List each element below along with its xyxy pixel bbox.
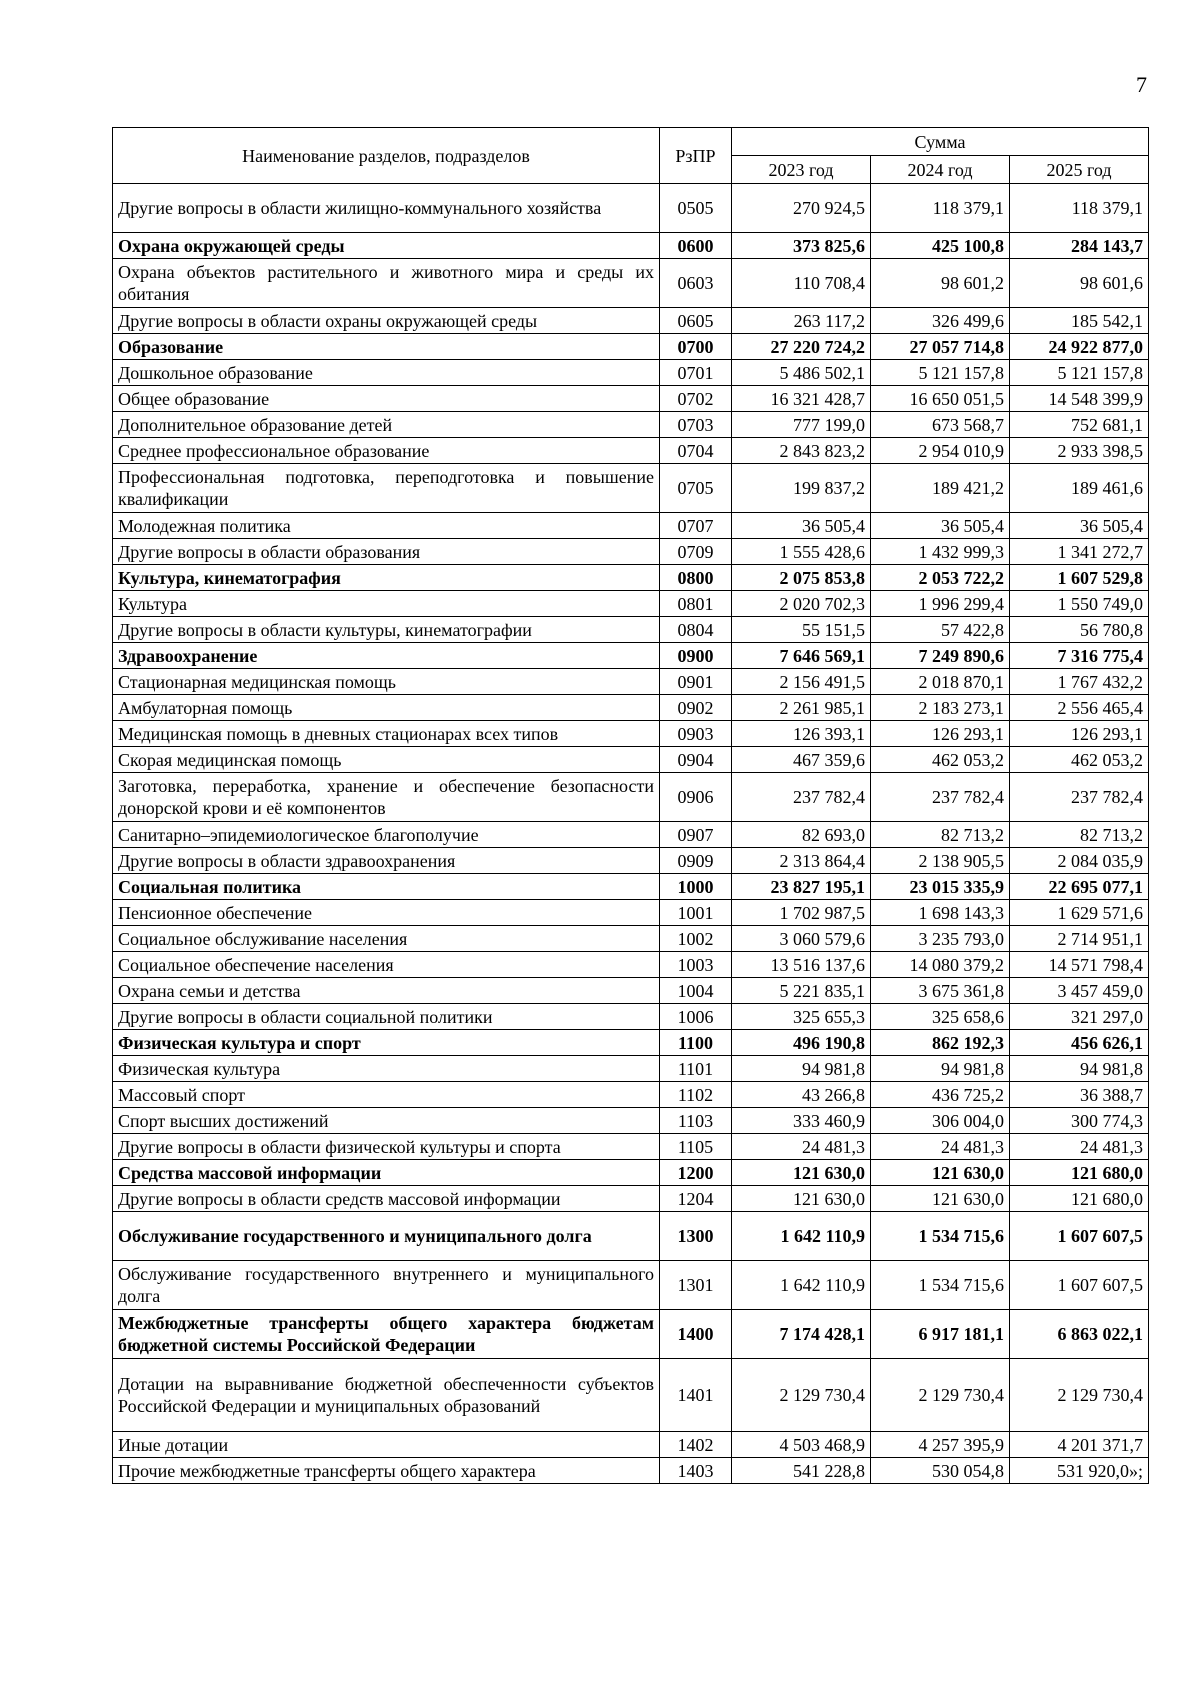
table-row [113, 565, 1149, 591]
row-value-2023: 82 693,0 [732, 822, 871, 848]
row-value-2024: 14 080 379,2 [871, 952, 1010, 978]
row-value-2023: 2 075 853,8 [732, 565, 871, 591]
row-value-2024: 1 534 715,6 [871, 1212, 1010, 1261]
row-value-2023: 270 924,5 [732, 184, 871, 233]
row-name: Другие вопросы в области здравоохранения [113, 848, 660, 874]
row-code: 1401 [660, 1359, 732, 1432]
table-row [113, 900, 1149, 926]
row-value-2024: 126 293,1 [871, 721, 1010, 747]
row-name: Молодежная политика [113, 513, 660, 539]
table-row [113, 591, 1149, 617]
row-value-2025: 2 129 730,4 [1010, 1359, 1149, 1432]
row-code: 0906 [660, 773, 732, 822]
row-value-2024: 436 725,2 [871, 1082, 1010, 1108]
row-value-2025: 1 550 749,0 [1010, 591, 1149, 617]
table-row [113, 1108, 1149, 1134]
row-value-2025: 2 556 465,4 [1010, 695, 1149, 721]
row-name: Пенсионное обеспечение [113, 900, 660, 926]
row-code: 0705 [660, 464, 732, 513]
row-value-2024: 16 650 051,5 [871, 386, 1010, 412]
table-row [113, 1359, 1149, 1432]
row-value-2024: 2 183 273,1 [871, 695, 1010, 721]
row-value-2023: 4 503 468,9 [732, 1432, 871, 1458]
row-value-2024: 121 630,0 [871, 1186, 1010, 1212]
row-code: 0704 [660, 438, 732, 464]
row-value-2024: 1 534 715,6 [871, 1261, 1010, 1310]
table-row [113, 464, 1149, 513]
table-row [113, 412, 1149, 438]
row-name: Физическая культура и спорт [113, 1030, 660, 1056]
row-value-2024: 7 249 890,6 [871, 643, 1010, 669]
table-row [113, 1056, 1149, 1082]
row-value-2024: 2 138 905,5 [871, 848, 1010, 874]
table-row [113, 695, 1149, 721]
row-value-2024: 2 954 010,9 [871, 438, 1010, 464]
row-value-2024: 5 121 157,8 [871, 360, 1010, 386]
row-value-2024: 325 658,6 [871, 1004, 1010, 1030]
row-value-2025: 237 782,4 [1010, 773, 1149, 822]
row-value-2025: 185 542,1 [1010, 308, 1149, 334]
row-value-2024: 121 630,0 [871, 1160, 1010, 1186]
row-name: Социальная политика [113, 874, 660, 900]
row-name: Образование [113, 334, 660, 360]
row-value-2024: 1 698 143,3 [871, 900, 1010, 926]
budget-table [112, 127, 1149, 1484]
row-value-2023: 467 359,6 [732, 747, 871, 773]
row-code: 0909 [660, 848, 732, 874]
row-value-2025: 462 053,2 [1010, 747, 1149, 773]
row-value-2025: 121 680,0 [1010, 1160, 1149, 1186]
row-value-2025: 1 629 571,6 [1010, 900, 1149, 926]
row-code: 1101 [660, 1056, 732, 1082]
table-row [113, 308, 1149, 334]
row-value-2023: 1 702 987,5 [732, 900, 871, 926]
row-value-2025: 7 316 775,4 [1010, 643, 1149, 669]
row-code: 1000 [660, 874, 732, 900]
row-name: Обслуживание государственного внутреннего и муниципального долга [113, 1261, 660, 1310]
row-code: 0804 [660, 617, 732, 643]
row-value-2025: 300 774,3 [1010, 1108, 1149, 1134]
table-row [113, 1186, 1149, 1212]
row-name: Скорая медицинская помощь [113, 747, 660, 773]
row-value-2025: 1 607 529,8 [1010, 565, 1149, 591]
row-value-2023: 24 481,3 [732, 1134, 871, 1160]
row-code: 0902 [660, 695, 732, 721]
table-row [113, 617, 1149, 643]
header-code: РзПР [660, 128, 732, 184]
table-row [113, 952, 1149, 978]
row-value-2025: 1 767 432,2 [1010, 669, 1149, 695]
row-value-2025: 531 920,0»; [1010, 1458, 1149, 1484]
row-value-2024: 4 257 395,9 [871, 1432, 1010, 1458]
header-year-2025: 2025 год [1010, 156, 1149, 184]
row-code: 1003 [660, 952, 732, 978]
row-value-2025: 36 505,4 [1010, 513, 1149, 539]
row-name: Заготовка, переработка, хранение и обеспечение безопасности донорской крови и её компонентов [113, 773, 660, 822]
row-code: 1100 [660, 1030, 732, 1056]
row-value-2024: 94 981,8 [871, 1056, 1010, 1082]
row-name: Физическая культура [113, 1056, 660, 1082]
row-name: Стационарная медицинская помощь [113, 669, 660, 695]
row-name: Другие вопросы в области средств массовой информации [113, 1186, 660, 1212]
table-row [113, 438, 1149, 464]
row-code: 0700 [660, 334, 732, 360]
header-year-2024: 2024 год [871, 156, 1010, 184]
table-row [113, 1458, 1149, 1484]
row-name: Медицинская помощь в дневных стационарах всех типов [113, 721, 660, 747]
row-code: 1105 [660, 1134, 732, 1160]
row-name: Иные дотации [113, 1432, 660, 1458]
row-value-2025: 6 863 022,1 [1010, 1310, 1149, 1359]
row-code: 0701 [660, 360, 732, 386]
row-value-2023: 777 199,0 [732, 412, 871, 438]
table-row [113, 773, 1149, 822]
row-value-2023: 496 190,8 [732, 1030, 871, 1056]
row-value-2025: 3 457 459,0 [1010, 978, 1149, 1004]
row-value-2024: 36 505,4 [871, 513, 1010, 539]
row-name: Прочие межбюджетные трансферты общего характера [113, 1458, 660, 1484]
table-row [113, 1261, 1149, 1310]
table-row [113, 259, 1149, 308]
row-name: Амбулаторная помощь [113, 695, 660, 721]
row-code: 1006 [660, 1004, 732, 1030]
row-code: 0903 [660, 721, 732, 747]
row-value-2023: 16 321 428,7 [732, 386, 871, 412]
row-value-2024: 306 004,0 [871, 1108, 1010, 1134]
row-name: Другие вопросы в области охраны окружающей среды [113, 308, 660, 334]
row-value-2023: 1 642 110,9 [732, 1212, 871, 1261]
row-value-2025: 1 341 272,7 [1010, 539, 1149, 565]
table-row [113, 643, 1149, 669]
row-value-2023: 2 843 823,2 [732, 438, 871, 464]
row-value-2024: 27 057 714,8 [871, 334, 1010, 360]
row-value-2023: 27 220 724,2 [732, 334, 871, 360]
row-value-2023: 541 228,8 [732, 1458, 871, 1484]
row-code: 1001 [660, 900, 732, 926]
row-value-2025: 118 379,1 [1010, 184, 1149, 233]
row-value-2023: 121 630,0 [732, 1186, 871, 1212]
row-value-2025: 752 681,1 [1010, 412, 1149, 438]
row-code: 0800 [660, 565, 732, 591]
row-name: Охрана семьи и детства [113, 978, 660, 1004]
table-row [113, 184, 1149, 233]
row-code: 0901 [660, 669, 732, 695]
row-name: Среднее профессиональное образование [113, 438, 660, 464]
row-code: 1204 [660, 1186, 732, 1212]
header-sum: Сумма [732, 128, 1149, 156]
row-value-2024: 673 568,7 [871, 412, 1010, 438]
row-value-2023: 325 655,3 [732, 1004, 871, 1030]
row-code: 0907 [660, 822, 732, 848]
row-value-2024: 1 996 299,4 [871, 591, 1010, 617]
row-name: Профессиональная подготовка, переподготовка и повышение квалификации [113, 464, 660, 513]
row-code: 1002 [660, 926, 732, 952]
row-name: Массовый спорт [113, 1082, 660, 1108]
row-value-2024: 237 782,4 [871, 773, 1010, 822]
row-name: Дополнительное образование детей [113, 412, 660, 438]
row-value-2023: 7 646 569,1 [732, 643, 871, 669]
row-value-2024: 862 192,3 [871, 1030, 1010, 1056]
row-value-2023: 13 516 137,6 [732, 952, 871, 978]
row-value-2024: 82 713,2 [871, 822, 1010, 848]
table-row [113, 1030, 1149, 1056]
row-value-2023: 2 261 985,1 [732, 695, 871, 721]
row-value-2025: 98 601,6 [1010, 259, 1149, 308]
row-name: Средства массовой информации [113, 1160, 660, 1186]
row-name: Спорт высших достижений [113, 1108, 660, 1134]
table-row [113, 334, 1149, 360]
table-row [113, 233, 1149, 259]
table-row [113, 1004, 1149, 1030]
row-value-2023: 373 825,6 [732, 233, 871, 259]
row-name: Межбюджетные трансферты общего характера бюджетам бюджетной системы Российской Федерации [113, 1310, 660, 1359]
row-value-2024: 326 499,6 [871, 308, 1010, 334]
row-value-2023: 1 642 110,9 [732, 1261, 871, 1310]
row-value-2023: 237 782,4 [732, 773, 871, 822]
row-value-2023: 2 313 864,4 [732, 848, 871, 874]
row-value-2023: 110 708,4 [732, 259, 871, 308]
row-value-2024: 462 053,2 [871, 747, 1010, 773]
row-value-2023: 94 981,8 [732, 1056, 871, 1082]
table-row [113, 926, 1149, 952]
table-body [113, 184, 1149, 1484]
table-row [113, 1082, 1149, 1108]
row-value-2024: 6 917 181,1 [871, 1310, 1010, 1359]
row-value-2023: 23 827 195,1 [732, 874, 871, 900]
table-row [113, 822, 1149, 848]
header-name: Наименование разделов, подразделов [113, 128, 660, 184]
table-row [113, 747, 1149, 773]
row-value-2025: 2 933 398,5 [1010, 438, 1149, 464]
table-row [113, 360, 1149, 386]
row-code: 0801 [660, 591, 732, 617]
row-value-2023: 199 837,2 [732, 464, 871, 513]
row-value-2025: 14 548 399,9 [1010, 386, 1149, 412]
row-value-2024: 2 018 870,1 [871, 669, 1010, 695]
row-name: Социальное обслуживание населения [113, 926, 660, 952]
row-name: Социальное обеспечение населения [113, 952, 660, 978]
row-value-2024: 425 100,8 [871, 233, 1010, 259]
row-code: 0702 [660, 386, 732, 412]
row-name: Культура, кинематография [113, 565, 660, 591]
table-row [113, 386, 1149, 412]
row-value-2023: 121 630,0 [732, 1160, 871, 1186]
row-value-2024: 24 481,3 [871, 1134, 1010, 1160]
row-value-2023: 7 174 428,1 [732, 1310, 871, 1359]
row-value-2025: 82 713,2 [1010, 822, 1149, 848]
table-row [113, 978, 1149, 1004]
table-row [113, 874, 1149, 900]
row-name: Общее образование [113, 386, 660, 412]
row-name: Другие вопросы в области культуры, кинематографии [113, 617, 660, 643]
row-code: 0605 [660, 308, 732, 334]
row-name: Дошкольное образование [113, 360, 660, 386]
row-value-2024: 3 675 361,8 [871, 978, 1010, 1004]
row-value-2025: 1 607 607,5 [1010, 1212, 1149, 1261]
table-row [113, 1432, 1149, 1458]
row-name: Охрана окружающей среды [113, 233, 660, 259]
row-code: 1403 [660, 1458, 732, 1484]
row-code: 0707 [660, 513, 732, 539]
row-value-2024: 2 129 730,4 [871, 1359, 1010, 1432]
row-name: Охрана объектов растительного и животного мира и среды их обитания [113, 259, 660, 308]
row-value-2025: 321 297,0 [1010, 1004, 1149, 1030]
row-code: 0600 [660, 233, 732, 259]
row-code: 1301 [660, 1261, 732, 1310]
row-code: 1102 [660, 1082, 732, 1108]
row-value-2023: 263 117,2 [732, 308, 871, 334]
row-value-2023: 3 060 579,6 [732, 926, 871, 952]
row-name: Обслуживание государственного и муниципального долга [113, 1212, 660, 1261]
row-name: Другие вопросы в области социальной политики [113, 1004, 660, 1030]
row-value-2025: 2 084 035,9 [1010, 848, 1149, 874]
row-value-2024: 23 015 335,9 [871, 874, 1010, 900]
row-value-2025: 56 780,8 [1010, 617, 1149, 643]
row-name: Другие вопросы в области образования [113, 539, 660, 565]
row-value-2025: 5 121 157,8 [1010, 360, 1149, 386]
row-value-2025: 2 714 951,1 [1010, 926, 1149, 952]
row-value-2025: 24 481,3 [1010, 1134, 1149, 1160]
row-code: 0900 [660, 643, 732, 669]
row-name: Культура [113, 591, 660, 617]
row-value-2023: 126 393,1 [732, 721, 871, 747]
row-code: 1402 [660, 1432, 732, 1458]
row-value-2024: 2 053 722,2 [871, 565, 1010, 591]
table-row [113, 1134, 1149, 1160]
row-code: 1300 [660, 1212, 732, 1261]
row-value-2023: 333 460,9 [732, 1108, 871, 1134]
row-value-2025: 4 201 371,7 [1010, 1432, 1149, 1458]
row-code: 0505 [660, 184, 732, 233]
row-value-2023: 2 020 702,3 [732, 591, 871, 617]
header-year-2023: 2023 год [732, 156, 871, 184]
row-name: Другие вопросы в области жилищно-коммунального хозяйства [113, 184, 660, 233]
row-value-2023: 2 129 730,4 [732, 1359, 871, 1432]
row-code: 1004 [660, 978, 732, 1004]
row-value-2025: 189 461,6 [1010, 464, 1149, 513]
row-value-2025: 1 607 607,5 [1010, 1261, 1149, 1310]
row-name: Другие вопросы в области физической культуры и спорта [113, 1134, 660, 1160]
row-value-2025: 14 571 798,4 [1010, 952, 1149, 978]
row-value-2025: 24 922 877,0 [1010, 334, 1149, 360]
row-code: 0904 [660, 747, 732, 773]
table-row [113, 1310, 1149, 1359]
row-value-2025: 126 293,1 [1010, 721, 1149, 747]
row-value-2023: 5 486 502,1 [732, 360, 871, 386]
row-value-2024: 3 235 793,0 [871, 926, 1010, 952]
row-value-2025: 94 981,8 [1010, 1056, 1149, 1082]
row-value-2023: 1 555 428,6 [732, 539, 871, 565]
row-value-2023: 55 151,5 [732, 617, 871, 643]
row-code: 0703 [660, 412, 732, 438]
row-code: 1103 [660, 1108, 732, 1134]
table-row [113, 721, 1149, 747]
page-number: 7 [1136, 72, 1147, 97]
row-value-2024: 189 421,2 [871, 464, 1010, 513]
table-row [113, 848, 1149, 874]
row-value-2024: 98 601,2 [871, 259, 1010, 308]
table-row [113, 1160, 1149, 1186]
table-row [113, 1212, 1149, 1261]
row-value-2024: 57 422,8 [871, 617, 1010, 643]
row-value-2025: 22 695 077,1 [1010, 874, 1149, 900]
row-value-2024: 118 379,1 [871, 184, 1010, 233]
row-code: 1200 [660, 1160, 732, 1186]
table-row [113, 539, 1149, 565]
row-value-2024: 530 054,8 [871, 1458, 1010, 1484]
row-value-2025: 456 626,1 [1010, 1030, 1149, 1056]
row-code: 0603 [660, 259, 732, 308]
row-value-2025: 36 388,7 [1010, 1082, 1149, 1108]
row-value-2023: 36 505,4 [732, 513, 871, 539]
row-code: 1400 [660, 1310, 732, 1359]
row-name: Дотации на выравнивание бюджетной обеспеченности субъектов Российской Федерации и муниципальных образований [113, 1359, 660, 1432]
table-row [113, 669, 1149, 695]
row-value-2023: 5 221 835,1 [732, 978, 871, 1004]
row-code: 0709 [660, 539, 732, 565]
row-name: Санитарно–эпидемиологическое благополучие [113, 822, 660, 848]
row-name: Здравоохранение [113, 643, 660, 669]
row-value-2024: 1 432 999,3 [871, 539, 1010, 565]
row-value-2023: 43 266,8 [732, 1082, 871, 1108]
row-value-2023: 2 156 491,5 [732, 669, 871, 695]
row-value-2025: 121 680,0 [1010, 1186, 1149, 1212]
row-value-2025: 284 143,7 [1010, 233, 1149, 259]
table-row [113, 513, 1149, 539]
